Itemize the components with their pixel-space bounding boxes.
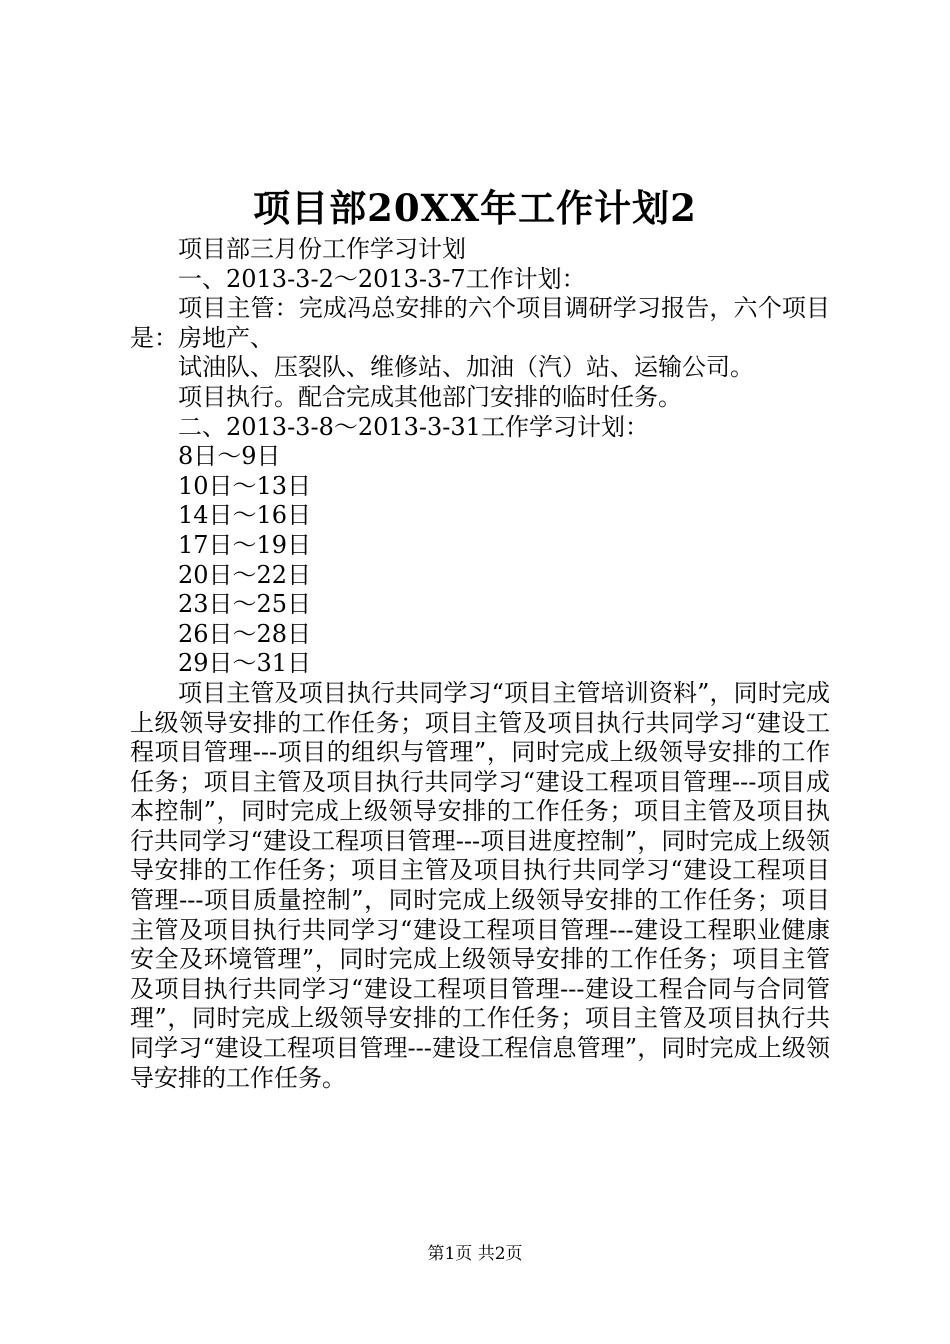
page-footer: 第1页 共2页 [427, 1244, 523, 1264]
document-title: 项目部20XX年工作计划2 [253, 186, 697, 230]
plan-subtitle: 项目部三月份工作学习计划 [178, 235, 466, 263]
section-1-heading: 一、2013-3-2～2013-3-7工作计划： [178, 264, 586, 293]
section-1-paragraph-supervisor: 项目主管：完成冯总安排的六个项目调研学习报告，六个项目是：房地产、 [130, 294, 830, 352]
date-range-item: 8日～9日 [178, 442, 281, 471]
date-range-item: 23日～25日 [178, 590, 312, 619]
document-body [130, 235, 830, 1093]
section-2-heading: 二、2013-3-8～2013-3-31工作学习计划： [178, 412, 649, 441]
date-range-item: 10日～13日 [178, 471, 312, 500]
section-1-paragraph-executor: 项目执行。配合完成其他部门安排的临时任务。 [178, 382, 682, 411]
section-1-paragraph-units: 试油队、压裂队、维修站、加油（汽）站、运输公司。 [178, 353, 754, 382]
section-2-paragraph-study-plan: 项目主管及项目执行共同学习“项目主管培训资料”，同时完成上级领导安排的工作任务；项目主管及项目执行共同学习“建设工程项目管理---项目的组织与管理”，同时完成上级领导安排的工作任务；项目主管及项目执行共同学习“建设工程项目管理---项目成本控制”，同时完成上级领导安排的工作任务；项目主管及项目执行共同学习“建设工程项目管理---项目进度控制”，同时完成上级领导安排的工作任务；项目主管及项目执行共同学习“建设工程项目管理---项目质量控制”，同时完成上级领导安排的工作任务；项目主管及项目执行共同学习“建设工程项目管理---建设工程职业健康安全及环境管理”，同时完成上级领导安排的工作任务；项目主管及项目执行共同学习“建设工程项目管理---建设工程合同与合同管理”，同时完成上级领导安排的工作任务；项目主管及项目执行共同学习“建设工程项目管理---建设工程信息管理”，同时完成上级领导安排的工作任务。 [130, 678, 830, 1092]
date-range-item: 20日～22日 [178, 560, 312, 589]
date-range-item: 14日～16日 [178, 501, 312, 530]
date-range-item: 17日～19日 [178, 530, 312, 559]
date-range-item: 26日～28日 [178, 619, 312, 648]
date-range-item: 29日～31日 [178, 649, 312, 678]
